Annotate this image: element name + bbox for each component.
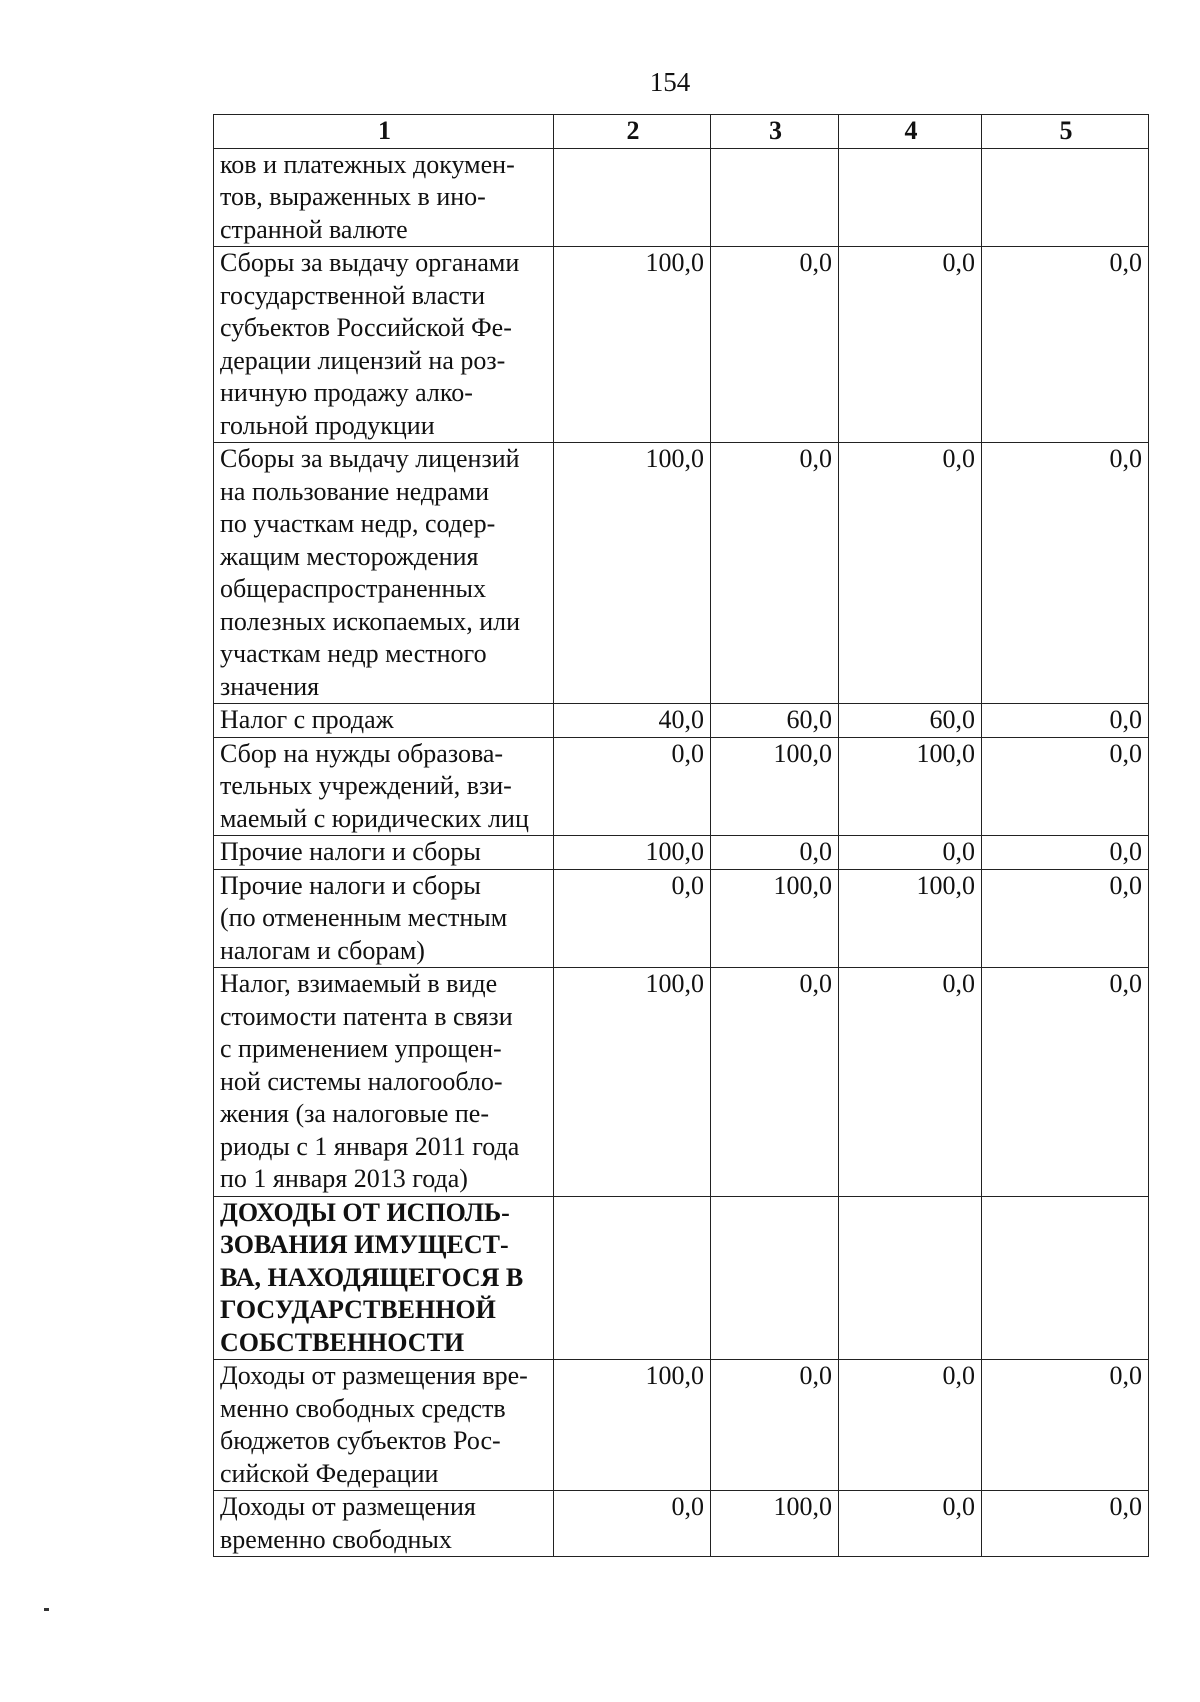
cell-col-2 <box>554 148 711 247</box>
cell-col-5: 0,0 <box>982 1491 1149 1557</box>
column-header: 1 <box>214 115 554 149</box>
row-name: Сбор на нужды образова- тельных учреждений, взи- маемый с юридических лиц <box>214 737 554 836</box>
row-name: Налог с продаж <box>214 704 554 738</box>
table-row <box>214 247 1149 443</box>
column-header: 2 <box>554 115 711 149</box>
cell-col-2: 100,0 <box>554 836 711 870</box>
cell-col-2 <box>554 1196 711 1360</box>
row-name: Налог, взимаемый в виде стоимости патента в связи с применением упрощен- ной системы налогообло- жения (за налоговые пе- риоды с 1 января 2011 года по 1 января 2013 года) <box>214 968 554 1197</box>
cell-col-2: 100,0 <box>554 443 711 704</box>
cell-col-3 <box>711 148 839 247</box>
table-row <box>214 869 1149 968</box>
cell-col-4: 0,0 <box>839 247 982 443</box>
row-name: Прочие налоги и сборы <box>214 836 554 870</box>
cell-col-3: 100,0 <box>711 737 839 836</box>
column-header: 4 <box>839 115 982 149</box>
cell-col-3 <box>711 1196 839 1360</box>
table-row <box>214 704 1149 738</box>
cell-col-4 <box>839 148 982 247</box>
cell-col-5: 0,0 <box>982 443 1149 704</box>
table-row <box>214 1491 1149 1557</box>
cell-col-5: 0,0 <box>982 968 1149 1197</box>
cell-col-3: 100,0 <box>711 869 839 968</box>
cell-col-3: 0,0 <box>711 247 839 443</box>
cell-col-2: 100,0 <box>554 968 711 1197</box>
cell-col-2: 100,0 <box>554 1360 711 1491</box>
column-header: 5 <box>982 115 1149 149</box>
cell-col-5: 0,0 <box>982 247 1149 443</box>
row-name: Доходы от размещения временно свободных <box>214 1491 554 1557</box>
cell-col-5: 0,0 <box>982 836 1149 870</box>
cell-col-5: 0,0 <box>982 869 1149 968</box>
cell-col-3: 0,0 <box>711 1360 839 1491</box>
cell-col-4: 0,0 <box>839 968 982 1197</box>
cell-col-5 <box>982 1196 1149 1360</box>
cell-col-5: 0,0 <box>982 737 1149 836</box>
cell-col-4: 0,0 <box>839 443 982 704</box>
cell-col-5: 0,0 <box>982 1360 1149 1491</box>
table-row <box>214 1360 1149 1491</box>
table-row <box>214 737 1149 836</box>
row-name: ков и платежных докумен- тов, выраженных в ино- странной валюте <box>214 148 554 247</box>
cell-col-3: 60,0 <box>711 704 839 738</box>
section-heading-row <box>214 1196 1149 1360</box>
table-row <box>214 148 1149 247</box>
cell-col-2: 0,0 <box>554 1491 711 1557</box>
cell-col-4 <box>839 1196 982 1360</box>
cell-col-2: 100,0 <box>554 247 711 443</box>
page-number: 154 <box>649 67 691 97</box>
row-name: Сборы за выдачу органами государственной власти субъектов Российской Фе- дерации лицензий на роз- ничную продажу алко- гольной продукции <box>214 247 554 443</box>
column-header: 3 <box>711 115 839 149</box>
cell-col-4: 60,0 <box>839 704 982 738</box>
table-row <box>214 836 1149 870</box>
cell-col-2: 0,0 <box>554 737 711 836</box>
scan-mark <box>44 1608 49 1611</box>
cell-col-4: 100,0 <box>839 737 982 836</box>
cell-col-4: 0,0 <box>839 836 982 870</box>
section-heading: ДОХОДЫ ОТ ИСПОЛЬ- ЗОВАНИЯ ИМУЩЕСТ- ВА, НАХОДЯЩЕГОСЯ В ГОСУДАРСТВЕННОЙ СОБСТВЕННОСТИ <box>214 1196 554 1360</box>
header-row <box>214 115 1149 149</box>
cell-col-5 <box>982 148 1149 247</box>
row-name: Доходы от размещения вре- менно свободных средств бюджетов субъектов Рос- сийской Федерации <box>214 1360 554 1491</box>
budget-table <box>213 114 1149 1557</box>
cell-col-3: 0,0 <box>711 968 839 1197</box>
cell-col-3: 100,0 <box>711 1491 839 1557</box>
cell-col-5: 0,0 <box>982 704 1149 738</box>
cell-col-2: 40,0 <box>554 704 711 738</box>
cell-col-4: 0,0 <box>839 1360 982 1491</box>
cell-col-3: 0,0 <box>711 836 839 870</box>
cell-col-4: 100,0 <box>839 869 982 968</box>
row-name: Сборы за выдачу лицензий на пользование недрами по участкам недр, содер- жащим месторождения общераспространенных полезных ископаемых, или участкам недр местного значения <box>214 443 554 704</box>
cell-col-2: 0,0 <box>554 869 711 968</box>
row-name: Прочие налоги и сборы (по отмененным местным налогам и сборам) <box>214 869 554 968</box>
table-row <box>214 968 1149 1197</box>
table-row <box>214 443 1149 704</box>
cell-col-3: 0,0 <box>711 443 839 704</box>
cell-col-4: 0,0 <box>839 1491 982 1557</box>
